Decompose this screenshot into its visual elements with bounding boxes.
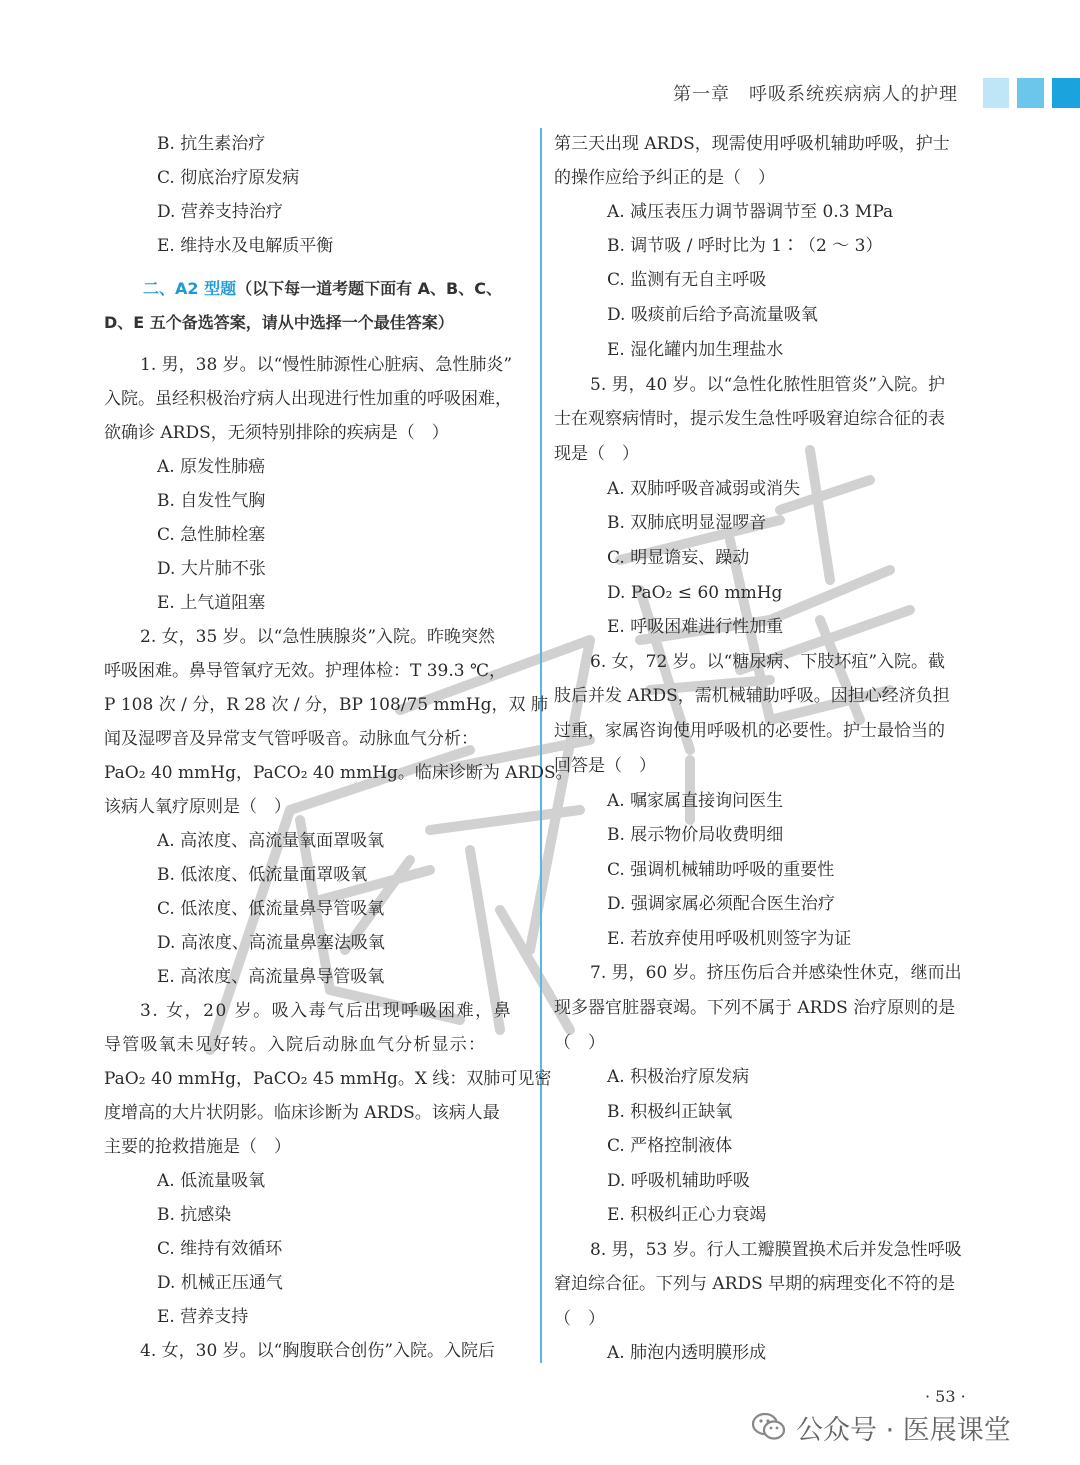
option-line: B. 积极纠正缺氧 <box>607 1102 733 1122</box>
wechat-footer <box>752 1405 1011 1449</box>
question-text: PaO₂ 40 mmHg，PaCO₂ 40 mmHg。临床诊断为 ARDS。 <box>104 763 573 783</box>
question-text: 现多器官脏器衰竭。下列不属于 ARDS 治疗原则的是 <box>554 998 956 1018</box>
option-line: C. 彻底治疗原发病 <box>157 168 300 188</box>
option-line: D. 呼吸机辅助呼吸 <box>607 1171 750 1191</box>
section-desc-cont: D、E 五个备选答案，请从中选择一个最佳答案） <box>104 313 454 332</box>
option-line: E. 上气道阻塞 <box>157 593 266 613</box>
question-text: 7. 男，60 岁。挤压伤后合并感染性休克，继而出 <box>590 963 962 983</box>
question-text: 回答是（ ） <box>554 756 656 776</box>
question-text: （ ） <box>554 1309 605 1329</box>
question-text: 欲确诊 ARDS，无须特别排除的疾病是（ ） <box>104 423 449 443</box>
question-text: 1. 男，38 岁。以“慢性肺源性心脏病、急性肺炎” <box>140 355 513 375</box>
option-line: B. 抗感染 <box>157 1205 232 1225</box>
option-line: E. 营养支持 <box>157 1307 249 1327</box>
option-line: B. 自发性气胸 <box>157 491 266 511</box>
option-line: C. 严格控制液体 <box>607 1136 733 1156</box>
header-bar-light <box>983 78 1009 108</box>
option-line: B. 低浓度、低流量面罩吸氧 <box>157 865 368 885</box>
question-text <box>104 688 548 722</box>
option-line: D. 机械正压通气 <box>157 1273 283 1293</box>
question-text: 现是（ ） <box>554 444 639 464</box>
option-line: B. 调节吸 / 呼时比为 1∶（2 ～ 3） <box>607 236 883 256</box>
option-line: A. 积极治疗原发病 <box>607 1067 750 1087</box>
option-line: A. 双肺呼吸音减弱或消失 <box>607 479 801 499</box>
option-line: C. 维持有效循环 <box>157 1239 283 1259</box>
option-line: C. 强调机械辅助呼吸的重要性 <box>607 860 835 880</box>
question-text: 该病人氧疗原则是（ ） <box>104 797 291 817</box>
question-text: PaO₂ 40 mmHg，PaCO₂ 45 mmHg。X 线：双肺可见密 <box>104 1069 552 1089</box>
option-line: B. 双肺底明显湿啰音 <box>607 513 767 533</box>
option-line: D. 吸痰前后给予高流量吸氧 <box>607 305 818 325</box>
question-text: 入院。虽经积极治疗病人出现进行性加重的呼吸困难， <box>104 389 512 409</box>
option-line: C. 监测有无自主呼吸 <box>607 270 767 290</box>
question-text: 第三天出现 ARDS，现需使用呼吸机辅助呼吸，护士 <box>554 134 950 154</box>
option-line: A. 高浓度、高流量氧面罩吸氧 <box>157 831 385 851</box>
question-text: 6. 女，72 岁。以“糖尿病、下肢坏疽”入院。截 <box>590 652 946 672</box>
option-line: A. 减压表压力调节器调节至 0.3 MPa <box>607 202 894 222</box>
option-line: E. 湿化罐内加生理盐水 <box>607 340 784 360</box>
question-text-part: P 108 次 / 分，R 28 次 / 分，BP 108/75 mmHg， <box>104 695 509 715</box>
option-line: A. 低流量吸氧 <box>157 1171 266 1191</box>
option-line: C. 急性肺栓塞 <box>157 525 266 545</box>
question-text: 士在观察病情时，提示发生急性呼吸窘迫综合征的表 <box>554 409 945 429</box>
question-text: 的操作应给予纠正的是（ ） <box>554 168 775 188</box>
option-line: A. 原发性肺癌 <box>157 457 266 477</box>
question-text: 窘迫综合征。下列与 ARDS 早期的病理变化不符的是 <box>554 1274 956 1294</box>
question-text: 呼吸困难。鼻导管氧疗无效。护理体检：T 39.3 ℃， <box>104 661 507 681</box>
column-divider <box>540 128 542 1363</box>
page-number: · 53 · <box>925 1387 966 1406</box>
header-bar-dark <box>1052 78 1080 108</box>
question-text: 主要的抢救措施是（ ） <box>104 1137 291 1157</box>
section-heading <box>143 272 502 306</box>
option-line: C. 明显谵妄、躁动 <box>607 548 750 568</box>
question-text: 4. 女，30 岁。以“胸腹联合创伤”入院。入院后 <box>140 1341 496 1361</box>
question-text: 3. 女，20 岁。吸入毒气后出现呼吸困难，鼻 <box>140 1001 513 1021</box>
question-text: 过重，家属咨询使用呼吸机的必要性。护士最恰当的 <box>554 721 945 741</box>
chapter-title: 第一章 呼吸系统疾病病人的护理 <box>673 84 958 105</box>
question-text: 肢后并发 ARDS，需机械辅助呼吸。因担心经济负担 <box>554 686 950 706</box>
question-text-part: 双 肺 <box>508 695 548 715</box>
option-line: E. 维持水及电解质平衡 <box>157 236 334 256</box>
option-line: A. 肺泡内透明膜形成 <box>607 1343 767 1363</box>
question-text: 5. 男，40 岁。以“急性化脓性胆管炎”入院。护 <box>590 375 946 395</box>
header-bar-mid <box>1017 78 1044 108</box>
option-line: D. 营养支持治疗 <box>157 202 283 222</box>
option-line: E. 积极纠正心力衰竭 <box>607 1205 767 1225</box>
section-desc: （以下每一道考题下面有 A、B、C、 <box>236 279 502 298</box>
question-text: （ ） <box>554 1033 605 1053</box>
question-text: 导管吸氧未见好转。入院后动脉血气分析显示： <box>104 1035 487 1055</box>
option-line: B. 抗生素治疗 <box>157 134 266 154</box>
question-text: 闻及湿啰音及异常支气管呼吸音。动脉血气分析： <box>104 729 478 749</box>
question-text: 8. 男，53 岁。行人工瓣膜置换术后并发急性呼吸 <box>590 1240 962 1260</box>
footer-text: 公众号 · 医展课堂 <box>796 1414 1011 1446</box>
wechat-icon <box>752 1413 786 1441</box>
option-line: D. PaO₂ ≤ 60 mmHg <box>607 583 783 603</box>
option-line: A. 嘱家属直接询问医生 <box>607 791 784 811</box>
option-line: E. 高浓度、高流量鼻导管吸氧 <box>157 967 385 987</box>
question-text: 2. 女，35 岁。以“急性胰腺炎”入院。昨晚突然 <box>140 627 496 647</box>
section-prefix: 二、A2 型题 <box>143 279 237 298</box>
option-line: E. 若放弃使用呼吸机则签字为证 <box>607 929 852 949</box>
option-line: D. 高浓度、高流量鼻塞法吸氧 <box>157 933 385 953</box>
option-line: C. 低浓度、低流量鼻导管吸氧 <box>157 899 385 919</box>
option-line: D. 强调家属必须配合医生治疗 <box>607 894 835 914</box>
option-line: D. 大片肺不张 <box>157 559 266 579</box>
option-line: E. 呼吸困难进行性加重 <box>607 617 784 637</box>
question-text: 度增高的大片状阴影。临床诊断为 ARDS。该病人最 <box>104 1103 500 1123</box>
option-line: B. 展示物价局收费明细 <box>607 825 784 845</box>
